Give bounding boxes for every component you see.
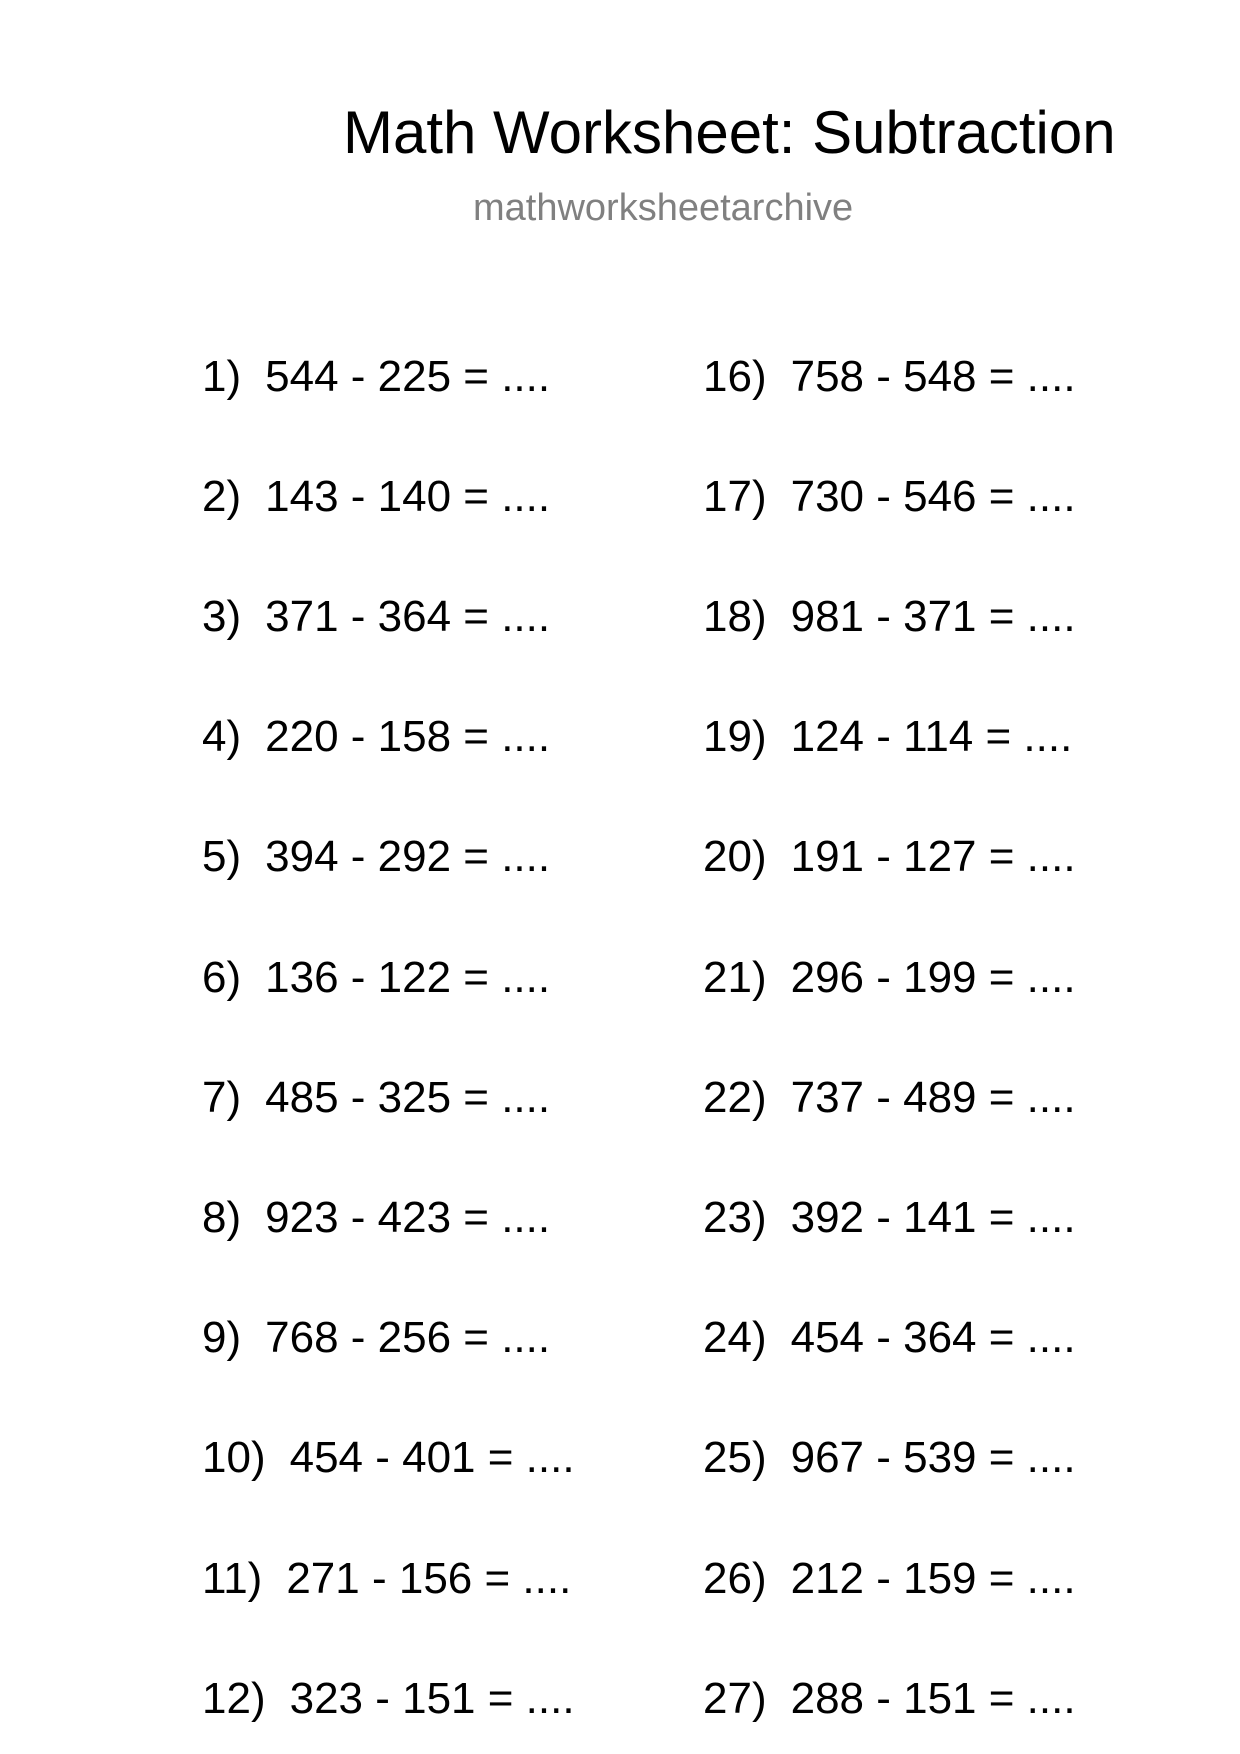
problem-item <box>703 832 1076 882</box>
problem-number: 20) <box>703 832 767 881</box>
problem-item <box>202 832 550 882</box>
problem-number: 10) <box>202 1433 266 1482</box>
problem-expression: 758 - 548 = .... <box>790 352 1076 401</box>
problem-item <box>202 712 550 762</box>
problem-number: 9) <box>202 1313 242 1362</box>
problem-expression: 296 - 199 = .... <box>790 953 1076 1002</box>
problem-item <box>703 472 1076 522</box>
problem-number: 25) <box>703 1433 767 1482</box>
problem-number: 4) <box>202 712 242 761</box>
problem-number: 16) <box>703 352 767 401</box>
problem-expression: 191 - 127 = .... <box>790 832 1076 881</box>
problem-expression: 220 - 158 = .... <box>265 712 551 761</box>
problem-number: 6) <box>202 953 242 1002</box>
problem-expression: 392 - 141 = .... <box>790 1193 1076 1242</box>
problem-item <box>703 953 1076 1003</box>
problem-item <box>202 1433 575 1483</box>
problem-item <box>202 953 550 1003</box>
problem-item <box>202 1554 571 1604</box>
problem-number: 1) <box>202 352 242 401</box>
problem-expression: 371 - 364 = .... <box>265 592 551 641</box>
problem-item <box>703 1674 1076 1724</box>
problem-expression: 923 - 423 = .... <box>265 1193 551 1242</box>
problem-expression: 967 - 539 = .... <box>790 1433 1076 1482</box>
problem-number: 12) <box>202 1674 266 1723</box>
problem-number: 22) <box>703 1073 767 1122</box>
problem-number: 3) <box>202 592 242 641</box>
problem-number: 7) <box>202 1073 242 1122</box>
problem-item <box>202 1073 550 1123</box>
problem-number: 19) <box>703 712 767 761</box>
problem-expression: 768 - 256 = .... <box>265 1313 551 1362</box>
problem-item <box>202 1313 550 1363</box>
problem-number: 5) <box>202 832 242 881</box>
problem-number: 26) <box>703 1554 767 1603</box>
problem-number: 2) <box>202 472 242 521</box>
problem-item <box>703 712 1072 762</box>
problem-item <box>202 592 550 642</box>
problem-number: 21) <box>703 953 767 1002</box>
problem-item <box>703 1554 1076 1604</box>
problem-expression: 212 - 159 = .... <box>790 1554 1076 1603</box>
problem-expression: 981 - 371 = .... <box>790 592 1076 641</box>
problem-expression: 485 - 325 = .... <box>265 1073 551 1122</box>
problem-expression: 454 - 364 = .... <box>790 1313 1076 1362</box>
problem-item <box>202 1193 550 1243</box>
problem-item <box>703 1073 1076 1123</box>
problem-expression: 323 - 151 = .... <box>289 1674 575 1723</box>
problem-expression: 737 - 489 = .... <box>790 1073 1076 1122</box>
problem-number: 23) <box>703 1193 767 1242</box>
problem-item <box>703 1433 1076 1483</box>
problem-number: 24) <box>703 1313 767 1362</box>
problem-item <box>202 352 550 402</box>
problem-expression: 124 - 114 = .... <box>790 712 1073 761</box>
problem-number: 27) <box>703 1674 767 1723</box>
problem-expression: 288 - 151 = .... <box>790 1674 1076 1723</box>
problem-item <box>703 1193 1076 1243</box>
problem-number: 18) <box>703 592 767 641</box>
problem-item <box>202 472 550 522</box>
problem-expression: 143 - 140 = .... <box>265 472 551 521</box>
worksheet-subtitle: mathworksheetarchive <box>473 187 854 229</box>
problem-item <box>703 352 1076 402</box>
problem-expression: 394 - 292 = .... <box>265 832 551 881</box>
problem-number: 17) <box>703 472 767 521</box>
problem-expression: 544 - 225 = .... <box>265 352 551 401</box>
problem-expression: 730 - 546 = .... <box>790 472 1076 521</box>
worksheet-title: Math Worksheet: Subtraction <box>343 99 1116 166</box>
problem-item <box>703 592 1076 642</box>
problem-item <box>202 1674 575 1724</box>
problem-expression: 454 - 401 = .... <box>289 1433 575 1482</box>
problem-expression: 271 - 156 = .... <box>286 1554 572 1603</box>
problem-expression: 136 - 122 = .... <box>265 953 551 1002</box>
problem-number: 8) <box>202 1193 242 1242</box>
problem-number: 11) <box>202 1554 263 1603</box>
problem-item <box>703 1313 1076 1363</box>
